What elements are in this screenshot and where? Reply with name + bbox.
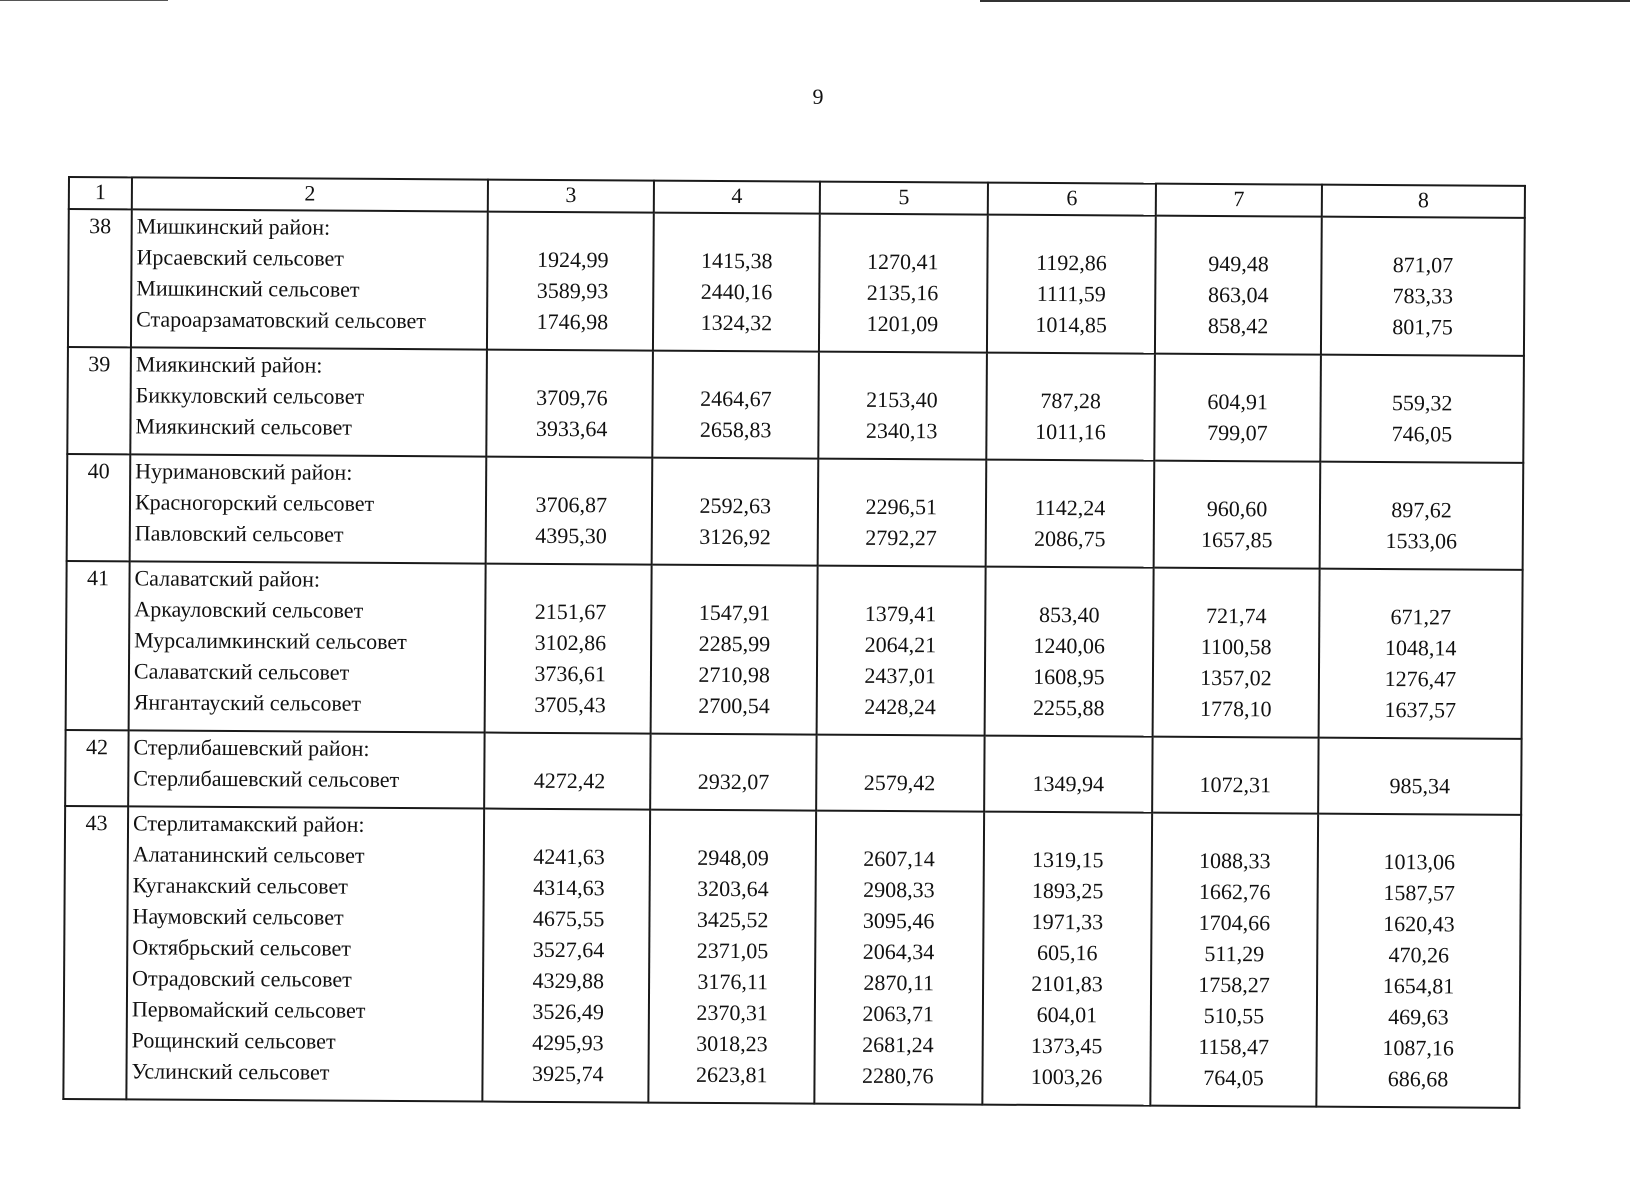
table-row <box>68 209 1525 356</box>
table-row <box>66 561 1523 739</box>
header-line-spacer <box>654 352 818 384</box>
value-cell-col-5 <box>816 735 984 812</box>
value: 686,68 <box>1387 1066 1449 1092</box>
value: 3527,64 <box>532 936 605 963</box>
value: 1746,98 <box>536 308 609 335</box>
value: 1637,57 <box>1384 697 1457 723</box>
council-name: Куганакский сельсовет <box>132 872 348 899</box>
value-cell-col-3 <box>484 733 650 810</box>
header-line-spacer <box>820 353 986 385</box>
value: 3203,64 <box>697 875 769 902</box>
value-cell-col-4 <box>652 458 819 566</box>
value-cell-col-6 <box>986 353 1155 461</box>
value: 746,05 <box>1391 421 1453 447</box>
top-edge-rule-left <box>0 0 168 1</box>
value: 2948,09 <box>697 844 769 871</box>
name-cell <box>130 347 487 456</box>
value-cell-col-6 <box>984 736 1152 813</box>
top-edge-rule-right <box>980 0 1630 2</box>
value: 1072,31 <box>1199 771 1272 798</box>
value: 1088,33 <box>1199 847 1271 874</box>
value: 2151,67 <box>534 598 607 625</box>
name-cell <box>126 806 484 1101</box>
value: 1201,09 <box>866 310 939 337</box>
value: 2064,34 <box>862 938 935 965</box>
value: 1276,47 <box>1384 666 1457 692</box>
council-name: Наумовский сельсовет <box>132 903 344 930</box>
row-number: 42 <box>65 730 128 806</box>
value: 1192,86 <box>1036 249 1107 276</box>
value: 2064,21 <box>864 631 937 658</box>
header-line-spacer <box>1322 356 1523 388</box>
value: 511,29 <box>1204 940 1265 967</box>
value-cell-col-6 <box>985 567 1154 737</box>
council-name: Мишкинский сельсовет <box>136 275 360 302</box>
value: 1620,43 <box>1383 911 1455 937</box>
value: 1379,41 <box>864 600 937 627</box>
value-cell-col-4 <box>651 565 818 735</box>
council-name: Октябрьский сельсовет <box>132 934 352 961</box>
header-line-spacer <box>653 459 817 491</box>
value-cell-col-4 <box>653 213 820 352</box>
value: 3095,46 <box>862 907 935 934</box>
value: 604,01 <box>1036 1001 1098 1028</box>
value: 2710,98 <box>698 661 771 688</box>
value: 3425,52 <box>696 906 769 933</box>
value: 4675,55 <box>532 905 605 932</box>
value: 1111,59 <box>1036 280 1106 307</box>
header-line-spacer <box>1319 739 1520 771</box>
page-number: 9 <box>812 84 824 109</box>
value: 1270,41 <box>866 248 939 275</box>
value: 1319,15 <box>1032 846 1104 873</box>
value: 1662,76 <box>1198 878 1271 905</box>
council-name: Павловский сельсовет <box>134 520 344 547</box>
value-cell-col-7 <box>1154 354 1321 462</box>
value: 605,16 <box>1036 939 1098 966</box>
value-cell-col-3 <box>487 212 654 351</box>
row-number: 39 <box>67 347 131 454</box>
value-cell-col-8 <box>1319 569 1523 739</box>
value: 2464,67 <box>700 385 772 412</box>
header-col-7: 7 <box>1156 184 1322 217</box>
district-name: Нуримановский район: <box>135 458 353 485</box>
value-cell-col-6 <box>987 215 1156 354</box>
council-name: Отрадовский сельсовет <box>132 965 352 992</box>
council-name: Биккуловский сельсовет <box>135 382 365 409</box>
value: 3526,49 <box>532 998 604 1025</box>
header-col-1: 1 <box>69 177 132 209</box>
value: 2153,40 <box>866 386 938 413</box>
header-line-spacer <box>1154 569 1318 601</box>
cell-bottom-space <box>130 717 484 731</box>
council-name: Янгантауский сельсовет <box>133 689 362 716</box>
value: 2101,83 <box>1031 970 1103 997</box>
header-line-spacer <box>487 458 651 490</box>
header-line-spacer <box>818 567 984 599</box>
value: 2792,27 <box>865 524 937 551</box>
header-col-4: 4 <box>654 181 820 214</box>
value-cell-col-8 <box>1318 738 1521 815</box>
council-name: Стерлибашевский сельсовет <box>133 765 400 793</box>
value-cell-col-8 <box>1320 462 1524 570</box>
header-col-8: 8 <box>1322 185 1525 218</box>
council-name: Мурсалимкинский сельсовет <box>134 627 407 655</box>
value: 1013,06 <box>1383 849 1456 875</box>
value: 1158,47 <box>1198 1033 1270 1060</box>
value: 2255,88 <box>1032 694 1105 721</box>
value: 1014,85 <box>1035 311 1107 338</box>
value: 3102,86 <box>534 629 607 656</box>
value: 470,26 <box>1388 942 1450 968</box>
header-col-6: 6 <box>988 183 1156 216</box>
header-col-3: 3 <box>488 180 654 213</box>
name-cell <box>128 730 484 808</box>
value: 801,75 <box>1392 314 1453 340</box>
header-line-spacer <box>488 351 652 383</box>
value: 2296,51 <box>865 493 938 520</box>
header-line-spacer <box>489 213 653 245</box>
value: 2592,63 <box>699 492 772 519</box>
row-number: 40 <box>67 454 131 561</box>
header-line-spacer <box>817 812 983 844</box>
header-line-spacer <box>986 568 1152 600</box>
value: 3176,11 <box>697 968 769 995</box>
value-cell-col-4 <box>648 810 816 1104</box>
value: 3126,92 <box>699 523 771 550</box>
value: 1758,27 <box>1198 971 1270 998</box>
value: 1048,14 <box>1384 635 1457 661</box>
value: 4395,30 <box>535 522 607 549</box>
value: 1003,26 <box>1030 1063 1103 1090</box>
value: 3925,74 <box>531 1060 604 1087</box>
header-line-spacer <box>655 214 819 246</box>
value: 2658,83 <box>699 416 772 443</box>
value: 2700,54 <box>698 692 770 719</box>
header-line-spacer <box>1157 217 1321 249</box>
value: 2280,76 <box>861 1062 934 1089</box>
value: 2437,01 <box>864 662 937 689</box>
table-row <box>67 347 1524 463</box>
row-number: 43 <box>63 806 128 1099</box>
value: 897,62 <box>1391 497 1452 523</box>
header-line-spacer <box>485 810 649 842</box>
council-name: Миякинский сельсовет <box>135 413 352 440</box>
header-line-spacer <box>1320 570 1521 602</box>
value-cell-col-5 <box>819 214 988 353</box>
value: 1373,45 <box>1030 1032 1103 1059</box>
council-name: Ирсаевский сельсовет <box>136 244 345 271</box>
value-cell-col-5 <box>814 811 984 1105</box>
value-cell-col-5 <box>818 459 987 567</box>
value: 1547,91 <box>698 599 771 626</box>
value: 853,40 <box>1039 601 1100 628</box>
header-line-spacer <box>817 736 983 768</box>
value: 2932,07 <box>697 768 770 795</box>
header-line-spacer <box>819 460 985 492</box>
value: 3705,43 <box>534 691 606 718</box>
header-line-spacer <box>821 215 987 247</box>
value: 1587,57 <box>1383 880 1455 906</box>
value: 1608,95 <box>1033 663 1105 690</box>
value-cell-col-3 <box>486 350 653 458</box>
header-line-spacer <box>486 565 650 597</box>
council-name: Рощинский сельсовет <box>131 1027 336 1054</box>
header-line-spacer <box>652 566 816 598</box>
header-line-spacer <box>1155 462 1319 494</box>
header-col-2: 2 <box>132 177 488 211</box>
header-line-spacer <box>988 354 1154 386</box>
value-cell-col-3 <box>485 564 652 734</box>
value: 2908,33 <box>863 876 935 903</box>
value: 1240,06 <box>1033 632 1105 659</box>
value: 671,27 <box>1390 604 1452 630</box>
value: 3736,61 <box>534 660 607 687</box>
value: 1924,99 <box>536 246 609 273</box>
value: 3589,93 <box>536 277 609 304</box>
value: 1324,32 <box>700 309 773 336</box>
header-line-spacer <box>987 461 1153 493</box>
value: 799,07 <box>1207 419 1268 446</box>
value-cell-col-8 <box>1320 355 1524 463</box>
district-name: Миякинский район: <box>135 351 323 378</box>
council-name: Салаватский сельсовет <box>133 658 350 685</box>
value: 3933,64 <box>535 415 608 442</box>
value: 2340,13 <box>865 417 938 444</box>
header-line-spacer <box>651 811 815 843</box>
header-line-spacer <box>985 813 1151 845</box>
value: 2285,99 <box>698 630 771 657</box>
value: 1654,81 <box>1382 973 1455 999</box>
value: 2440,16 <box>700 278 773 305</box>
value: 1533,06 <box>1385 528 1458 554</box>
header-line-spacer <box>1153 738 1317 770</box>
value-cell-col-5 <box>817 566 986 736</box>
table-row <box>67 454 1524 570</box>
header-line-spacer <box>989 216 1155 248</box>
row-number: 41 <box>66 561 130 730</box>
value: 960,60 <box>1206 495 1268 522</box>
table-body <box>63 209 1524 1108</box>
value: 2607,14 <box>863 845 935 872</box>
value: 949,48 <box>1208 250 1269 277</box>
value: 871,07 <box>1392 252 1454 278</box>
value-cell-col-8 <box>1316 814 1521 1108</box>
value: 2870,11 <box>863 969 935 996</box>
header-line-spacer <box>1319 815 1520 847</box>
value-cell-col-7 <box>1152 737 1318 814</box>
value-cell-col-8 <box>1321 217 1525 356</box>
value: 783,33 <box>1392 283 1454 309</box>
header-line-spacer <box>485 734 649 766</box>
value: 559,32 <box>1391 390 1453 416</box>
header-line-spacer <box>1321 463 1522 495</box>
district-name: Стерлитамакский район: <box>132 810 365 837</box>
value: 2370,31 <box>696 999 768 1026</box>
value: 1349,94 <box>1032 770 1105 797</box>
name-cell <box>130 454 487 563</box>
name-cell <box>131 209 488 349</box>
value: 4295,93 <box>532 1029 604 1056</box>
value: 1357,02 <box>1200 664 1272 691</box>
value: 2428,24 <box>864 693 936 720</box>
value: 1778,10 <box>1199 695 1272 722</box>
council-name: Аркауловский сельсовет <box>134 596 364 623</box>
row-number: 38 <box>68 209 132 347</box>
value: 2086,75 <box>1033 525 1106 552</box>
council-name: Староарзаматовский сельсовет <box>136 306 426 334</box>
value: 1100,58 <box>1200 633 1272 660</box>
value: 510,55 <box>1203 1002 1265 1029</box>
table-row <box>65 730 1521 815</box>
value-cell-col-7 <box>1153 568 1320 738</box>
value: 787,28 <box>1040 387 1101 414</box>
value: 2371,05 <box>696 937 769 964</box>
value: 469,63 <box>1388 1004 1449 1030</box>
value: 2623,81 <box>695 1061 768 1088</box>
value-cell-col-3 <box>482 809 650 1103</box>
value-cell-col-6 <box>982 812 1152 1106</box>
council-name: Первомайский сельсовет <box>131 996 366 1023</box>
value: 2681,24 <box>862 1031 934 1058</box>
value: 1704,66 <box>1198 909 1271 936</box>
value-cell-col-7 <box>1155 216 1322 355</box>
value: 4272,42 <box>533 767 606 794</box>
cell-bottom-space <box>132 334 486 348</box>
value: 764,05 <box>1203 1064 1264 1091</box>
value-cell-col-3 <box>486 457 653 565</box>
header-col-5: 5 <box>820 182 988 215</box>
value-cell-col-6 <box>986 460 1155 568</box>
district-name: Стерлибашевский район: <box>133 734 370 761</box>
council-name: Алатанинский сельсовет <box>132 841 365 868</box>
value-cell-col-4 <box>650 734 816 811</box>
value: 1415,38 <box>700 247 773 274</box>
value-cell-col-4 <box>652 351 819 459</box>
value: 721,74 <box>1206 602 1267 629</box>
value: 1971,33 <box>1031 908 1104 935</box>
cell-bottom-space <box>127 1086 481 1100</box>
value: 985,34 <box>1389 773 1451 799</box>
value: 1011,16 <box>1035 418 1106 445</box>
data-table <box>62 176 1526 1109</box>
value-cell-col-7 <box>1150 813 1318 1107</box>
value: 3018,23 <box>696 1030 768 1057</box>
value: 1657,85 <box>1200 526 1273 553</box>
value: 1087,16 <box>1382 1035 1455 1061</box>
value: 4329,88 <box>532 967 605 994</box>
council-name: Услинский сельсовет <box>131 1058 330 1085</box>
value-cell-col-5 <box>818 352 987 460</box>
name-cell <box>129 561 486 732</box>
value: 604,91 <box>1207 388 1268 415</box>
cell-bottom-space <box>131 548 485 562</box>
value: 4314,63 <box>533 874 605 901</box>
value: 1893,25 <box>1031 877 1104 904</box>
header-line-spacer <box>1323 218 1524 250</box>
value-cell-col-7 <box>1154 461 1321 569</box>
value: 858,42 <box>1207 312 1269 339</box>
value: 1142,24 <box>1034 494 1106 521</box>
table-row <box>63 806 1521 1108</box>
header-line-spacer <box>1156 355 1320 387</box>
header-line-spacer <box>985 737 1151 769</box>
district-name: Мишкинский район: <box>136 213 331 240</box>
value: 3709,76 <box>536 384 608 411</box>
value: 4241,63 <box>533 843 605 870</box>
district-name: Салаватский район: <box>134 565 321 592</box>
cell-bottom-space <box>131 441 485 455</box>
header-line-spacer <box>651 735 815 767</box>
value: 3706,87 <box>535 491 608 518</box>
value: 863,04 <box>1207 281 1269 308</box>
cell-bottom-space <box>129 793 483 807</box>
header-line-spacer <box>1153 814 1317 846</box>
value: 2579,42 <box>863 769 936 796</box>
value: 2135,16 <box>866 279 939 306</box>
council-name: Красногорский сельсовет <box>134 489 375 516</box>
value: 2063,71 <box>862 1000 934 1027</box>
